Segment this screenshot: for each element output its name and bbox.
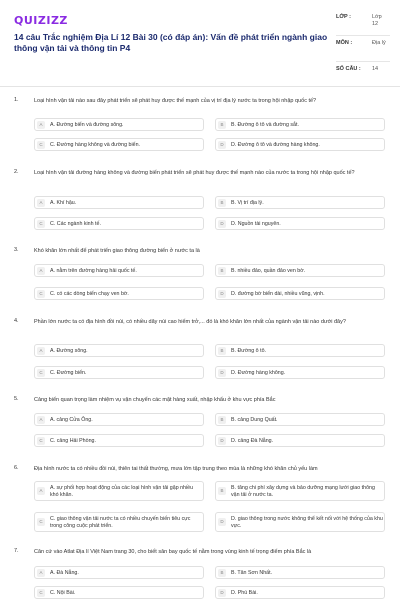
option-c[interactable] xyxy=(34,287,204,300)
option-text: A. Đà Nẵng. xyxy=(50,570,79,576)
option-text: A. sự phối hợp hoạt động của các loại hình vận tải gặp nhiều khó khăn. xyxy=(50,485,194,498)
option-letter: A xyxy=(37,487,45,495)
option-b[interactable] xyxy=(215,566,385,579)
option-text: D. Nguồn tài nguyên. xyxy=(231,221,281,227)
option-a[interactable] xyxy=(34,566,204,579)
meta-subject-value: Địa lý xyxy=(372,40,386,46)
option-letter: C xyxy=(37,589,45,597)
question-number: 7. xyxy=(14,548,19,554)
option-text: A. cảng Cửa Ông. xyxy=(50,417,93,423)
option-text: B. nhiều đảo, quần đảo ven bờ. xyxy=(231,268,306,274)
header-divider xyxy=(0,86,400,87)
option-a[interactable] xyxy=(34,413,204,426)
option-text: C. Các ngành kinh tế. xyxy=(50,221,101,227)
option-b[interactable] xyxy=(215,196,385,209)
option-c[interactable] xyxy=(34,217,204,230)
meta-subject-label: MÔN : xyxy=(336,40,353,46)
meta-divider xyxy=(336,61,390,62)
option-letter: B xyxy=(218,199,226,207)
header xyxy=(0,0,400,84)
option-text: D. đường bờ biển dài, nhiều vũng, vịnh. xyxy=(231,291,325,297)
option-letter: C xyxy=(37,369,45,377)
option-d[interactable] xyxy=(215,217,385,230)
option-a[interactable] xyxy=(34,264,204,277)
meta-count-label: SỐ CÂU : xyxy=(336,66,361,72)
option-letter: B xyxy=(218,121,226,129)
option-d[interactable] xyxy=(215,512,385,532)
option-letter: D xyxy=(218,220,226,228)
meta-grade-value: Lớp 12 xyxy=(372,14,382,27)
option-letter: C xyxy=(37,518,45,526)
option-letter: A xyxy=(37,121,45,129)
option-text: B. tăng chi phí xây dựng và bảo dưỡng mạng lưới giao thông vận tải ở nước ta. xyxy=(231,485,375,498)
question-text: Khó khăn lớn nhất để phát triển giao thông đường biển ở nước ta là xyxy=(34,248,200,254)
option-c[interactable] xyxy=(34,586,204,599)
option-letter: B xyxy=(218,347,226,355)
question-text: Loại hình vận tải đường hàng không và đường biển phát triển sẽ phát huy được thế mạnh nào của nước ta trong hội nhập quốc tế? xyxy=(34,170,355,176)
option-c[interactable] xyxy=(34,138,204,151)
option-a[interactable] xyxy=(34,196,204,209)
option-text: C. Nội Bài. xyxy=(50,590,76,596)
option-text: B. Tân Sơn Nhất. xyxy=(231,570,273,576)
question-number: 5. xyxy=(14,396,19,402)
option-b[interactable] xyxy=(215,344,385,357)
option-c[interactable] xyxy=(34,366,204,379)
question-text: Địa hình nước ta có nhiều đồi núi, thiên tai thất thường, mưa lớn tập trung theo mùa là những khó khăn chủ yếu làm xyxy=(34,466,318,472)
option-letter: D xyxy=(218,437,226,445)
meta-grade-label: LỚP : xyxy=(336,14,351,20)
option-letter: D xyxy=(218,290,226,298)
option-d[interactable] xyxy=(215,287,385,300)
question-number: 1. xyxy=(14,97,19,103)
option-letter: A xyxy=(37,347,45,355)
option-d[interactable] xyxy=(215,138,385,151)
option-text: D. Đường ô tô và đường hàng không. xyxy=(231,142,320,148)
option-text: C. Đường biển. xyxy=(50,370,87,376)
option-a[interactable] xyxy=(34,481,204,501)
option-letter: B xyxy=(218,267,226,275)
option-letter: C xyxy=(37,141,45,149)
option-text: B. Đường ô tô và đường sắt. xyxy=(231,122,299,128)
option-letter: D xyxy=(218,518,226,526)
option-text: C. cảng Hải Phòng. xyxy=(50,438,96,444)
option-letter: C xyxy=(37,220,45,228)
option-c[interactable] xyxy=(34,512,204,532)
option-letter: B xyxy=(218,569,226,577)
option-text: B. cảng Dung Quất. xyxy=(231,417,278,423)
option-b[interactable] xyxy=(215,413,385,426)
option-letter: C xyxy=(37,290,45,298)
option-letter: C xyxy=(37,437,45,445)
option-letter: B xyxy=(218,416,226,424)
option-d[interactable] xyxy=(215,434,385,447)
option-text: B. Vị trí địa lý. xyxy=(231,200,264,206)
option-text: B. Đường ô tô. xyxy=(231,348,266,354)
option-text: D. giao thông trong nước không thể kết nối với hệ thống của khu vực. xyxy=(231,516,383,529)
question-text: Phần lớn nước ta có địa hình đồi núi, có nhiều dãy núi cao hiểm trở,... đó là khó khăn lớn nhất của ngành vận tải nào dưới đây? xyxy=(34,319,346,325)
option-text: A. Khí hậu. xyxy=(50,200,77,206)
option-d[interactable] xyxy=(215,586,385,599)
option-text: D. Phú Bài. xyxy=(231,590,258,596)
option-text: C. có các dòng biển chạy ven bờ. xyxy=(50,291,129,297)
option-a[interactable] xyxy=(34,344,204,357)
option-text: A. nằm trên đường hàng hải quốc tế. xyxy=(50,268,137,274)
option-letter: A xyxy=(37,267,45,275)
option-b[interactable] xyxy=(215,264,385,277)
option-letter: D xyxy=(218,589,226,597)
option-text: C. giao thông vận tải nước ta có nhiều chuyến biến tiêu cực trong công cuộc phát triển. xyxy=(50,516,191,529)
meta-count-value: 14 xyxy=(372,66,379,72)
page-title: 14 câu Trắc nghiệm Địa Lí 12 Bài 30 (có đáp án): Vấn đề phát triển ngành giao thông vận tải và thông tin P4 xyxy=(14,32,328,53)
option-a[interactable] xyxy=(34,118,204,131)
option-text: A. Đường sông. xyxy=(50,348,88,354)
quizizz-logo[interactable]: QUIZIZZ xyxy=(14,14,68,27)
meta-divider xyxy=(336,35,390,36)
option-letter: D xyxy=(218,141,226,149)
question-number: 4. xyxy=(14,318,19,324)
question-number: 6. xyxy=(14,465,19,471)
question-text: Cảng biển quan trọng làm nhiệm vụ vận chuyển các mặt hàng xuất, nhập khẩu ở khu vực phía Bắc xyxy=(34,397,276,403)
option-b[interactable] xyxy=(215,118,385,131)
option-letter: A xyxy=(37,199,45,207)
question-text: Căn cứ vào Atlat Địa lí Việt Nam trang 30, cho biết sân bay quốc tế nằm trong vùng kinh tế trọng điểm phía Bắc là xyxy=(34,549,312,555)
option-letter: D xyxy=(218,369,226,377)
option-text: D. Đường hàng không. xyxy=(231,370,286,376)
question-number: 2. xyxy=(14,169,19,175)
option-text: A. Đường biển và đường sông. xyxy=(50,122,124,128)
option-d[interactable] xyxy=(215,366,385,379)
option-b[interactable] xyxy=(215,481,385,501)
option-letter: A xyxy=(37,416,45,424)
question-text: Loại hình vận tải nào sau đây phát triển sẽ phát huy được thế mạnh của vị trí địa lý nước ta trong hội nhập quốc tế? xyxy=(34,98,317,104)
option-text: D. cảng Đà Nẵng. xyxy=(231,438,274,444)
question-number: 3. xyxy=(14,247,19,253)
option-letter: A xyxy=(37,569,45,577)
option-text: C. Đường hàng không và đường biển. xyxy=(50,142,141,148)
option-c[interactable] xyxy=(34,434,204,447)
option-letter: B xyxy=(218,487,226,495)
